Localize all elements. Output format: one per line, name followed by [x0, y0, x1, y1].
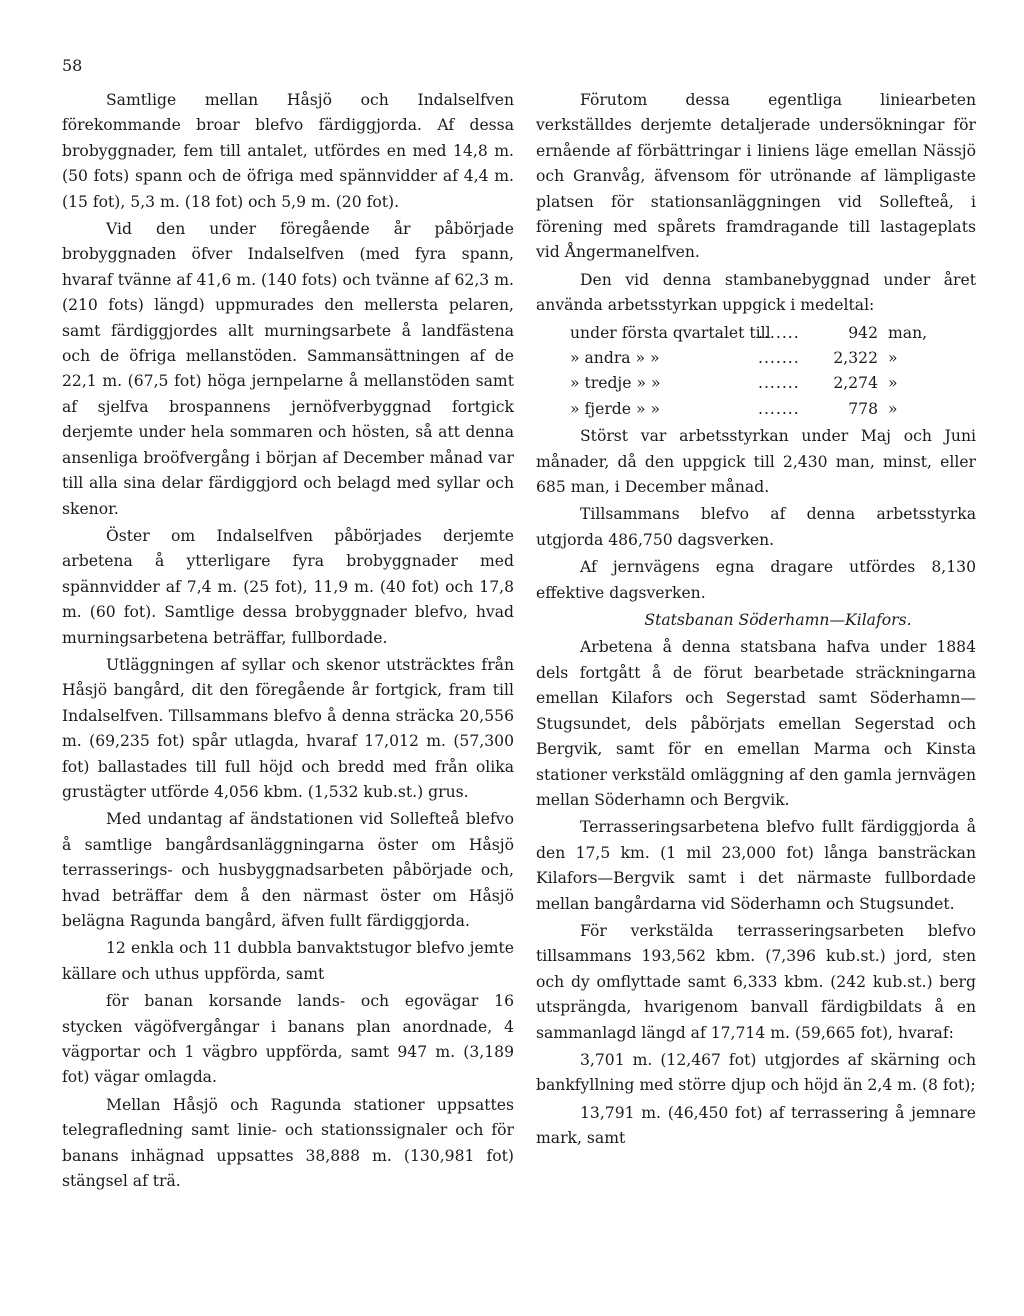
- right-column: [536, 88, 976, 1154]
- paragraph-indalselfven-bridge: Vid den under föregående år påbörjade brobyggnaden öfver Indalselfven (med fyra spann, hvaraf tvänne af 41,6 m. (140 fots) och tvänne af 62,3 m. (210 fots) längd) uppmurades den mellersta pelaren, samt färdiggjordes allt murningsarbete å landfästena och de öfriga mellanstöden. Sammansättningen af de 22,1 m. (67,5 fot) höga jernpelarne å mellanstöden samt af sjelfva brospannens jernöfverbyggnad fortgick derjemte under hela sommaren och hösten, så att denna ansenliga broöfvergång i början af December månad var till alla sina delar färdiggjord och belagd med syllar och skenor.: [62, 220, 514, 518]
- dot-leader: [758, 397, 798, 422]
- dot-leader: [758, 321, 798, 346]
- paragraph-station-yards: Med undantag af ändstationen vid Sollefteå blefvo å samtlige bangårdsanläggningarna öster om Håsjö terrasserings- och husbyggnadsarbeten påbörjade och, hvad beträffar dem å den närmast öster om Håsjö belägna Ragunda bangård, äfven fullt färdiggjorda.: [62, 810, 514, 930]
- paragraph-track-laying: Utläggningen af syllar och skenor utsträcktes från Håsjö bangård, dit den föregående år fortgick, fram till Indalselfven. Tillsammans blefvo å denna sträcka 20,556 m. (69,235 fot) spår utlagda, hvaraf 17,012 m. (57,300 fot) ballastades till full höjd och bredd med från olika grustägter utförde 4,056 kbm. (1,532 kub.st.) grus.: [62, 655, 514, 801]
- paragraph-statsbana-works: Arbetena å denna statsbana hafva under 1884 dels fortgått å de förut bearbetade sträckningarna emellan Kilafors och Segerstad samt Söderhamn—Stugsundet, dels påbörjats emellan Segerstad och Bergvik, samt för en emellan Marma och Kinsta stationer verkstäld omläggning af den gamla jernvägen mellan Söderhamn och Bergvik.: [536, 638, 976, 809]
- workforce-row: [536, 321, 976, 346]
- workforce-unit: »: [888, 399, 898, 418]
- workforce-count: 2,274: [833, 374, 878, 393]
- workforce-table: [536, 321, 976, 423]
- workforce-period: under första qvartalet till: [570, 323, 771, 342]
- paragraph-east-bridges: Öster om Indalselfven påbörjades derjemte arbetena å ytterligare fyra brobyggnader med spännvidder af 7,4 m. (25 fot), 11,9 m. (40 fot) och 17,8 m. (60 fot). Samtlige dessa brobyggnader blefvo, hvad murningsarbetena beträffar, fullbordade.: [62, 526, 514, 647]
- paragraph-telegraph: Mellan Håsjö och Ragunda stationer uppsattes telegrafledning samt linie- och stationssignaler och för banans inhägnad uppsattes 38,888 m. (130,981 fot) stängsel af trä.: [62, 1095, 514, 1191]
- workforce-unit: »: [888, 374, 898, 393]
- workforce-period: » fjerde » »: [570, 399, 660, 418]
- paragraph-draught-animals: Af jernvägens egna dragare utfördes 8,130 effektive dagsverken.: [536, 558, 976, 602]
- left-column: [62, 88, 514, 1196]
- paragraph-terracing-completed: Terrasseringsarbetena blefvo fullt färdiggjorda å den 17,5 km. (1 mil 23,000 fot) långa bansträckan Kilafors—Bergvik samt i det närmaste fullbordade mellan bangårdarna vid Söderhamn och Stugsundet.: [536, 818, 976, 913]
- dot-leader: [758, 371, 798, 396]
- workforce-row: [536, 397, 976, 422]
- paragraph-day-works-total: Tillsammans blefvo af denna arbetsstyrka utgjorda 486,750 dagsverken.: [536, 505, 976, 549]
- paragraph-road-crossings: för banan korsande lands- och egovägar 16 stycken vägöfvergångar i banans plan anordnade, 4 vägportar och 1 vägbro uppförda, samt 947 m. (3,189 fot) vägar omlagda.: [62, 992, 514, 1087]
- paragraph-peak-workforce: Störst var arbetsstyrkan under Maj och Juni månader, då den uppgick till 2,430 man, minst, eller 685 man, i December månad.: [536, 427, 976, 497]
- paragraph-surveys: Förutom dessa egentliga liniearbeten verkställdes derjemte detaljerade undersökningar för ernående af förbättringar i liniens läge emellan Nässjö och Granvåg, äfvensom för utrönande af lämpligaste platsen för stationsanläggningen vid Sollefteå, i förening med spårets framdragande till lastageplats vid Ångermanelfven.: [536, 91, 976, 262]
- dot-leader: [758, 346, 798, 371]
- workforce-count: 2,322: [833, 349, 878, 368]
- page-number: 58: [62, 56, 83, 75]
- workforce-unit: »: [888, 349, 898, 368]
- paragraph-cuttings: 3,701 m. (12,467 fot) utgjordes af skärning och bankfyllning med större djup och höjd än 2,4 m. (8 fot);: [536, 1050, 976, 1095]
- paragraph-guard-houses: 12 enkla och 11 dubbla banvaktstugor blefvo jemte källare och uthus uppförda, samt: [62, 939, 514, 983]
- workforce-period: » andra » »: [570, 349, 660, 368]
- workforce-count: 942: [848, 323, 878, 342]
- workforce-period: » tredje » »: [570, 374, 661, 393]
- workforce-row: [536, 346, 976, 371]
- section-heading: Statsbanan Söderhamn—Kilafors.: [644, 611, 912, 630]
- paragraph-workforce-intro: Den vid denna stambanebyggnad under året använda arbetsstyrkan uppgick i medeltal:: [536, 270, 976, 315]
- paragraph-level-ground: 13,791 m. (46,450 fot) af terrassering å jemnare mark, samt: [536, 1103, 976, 1148]
- workforce-count: 778: [848, 399, 878, 418]
- workforce-unit: man,: [888, 323, 928, 342]
- paragraph-bridges-completed: Samtlige mellan Håsjö och Indalselfven förekommande broar blefvo färdiggjorda. Af dessa brobyggnader, fem till antalet, utfördes en med 14,8 m. (50 fots) spann och de öfriga med spännvidder af 4,4 m. (15 fot), 5,3 m. (18 fot) och 5,9 m. (20 fot).: [62, 91, 514, 211]
- paragraph-earthworks: För verkstälda terrasseringsarbeten blefvo tillsammans 193,562 kbm. (7,396 kub.st.) jord, sten och dy omflyttade samt 6,333 kbm. (242 kub.st.) berg utsprängda, hvarigenom banvall färdigbildats å en sammanlagd längd af 17,714 m. (59,665 fot), hvaraf:: [536, 921, 976, 1042]
- workforce-row: [536, 371, 976, 396]
